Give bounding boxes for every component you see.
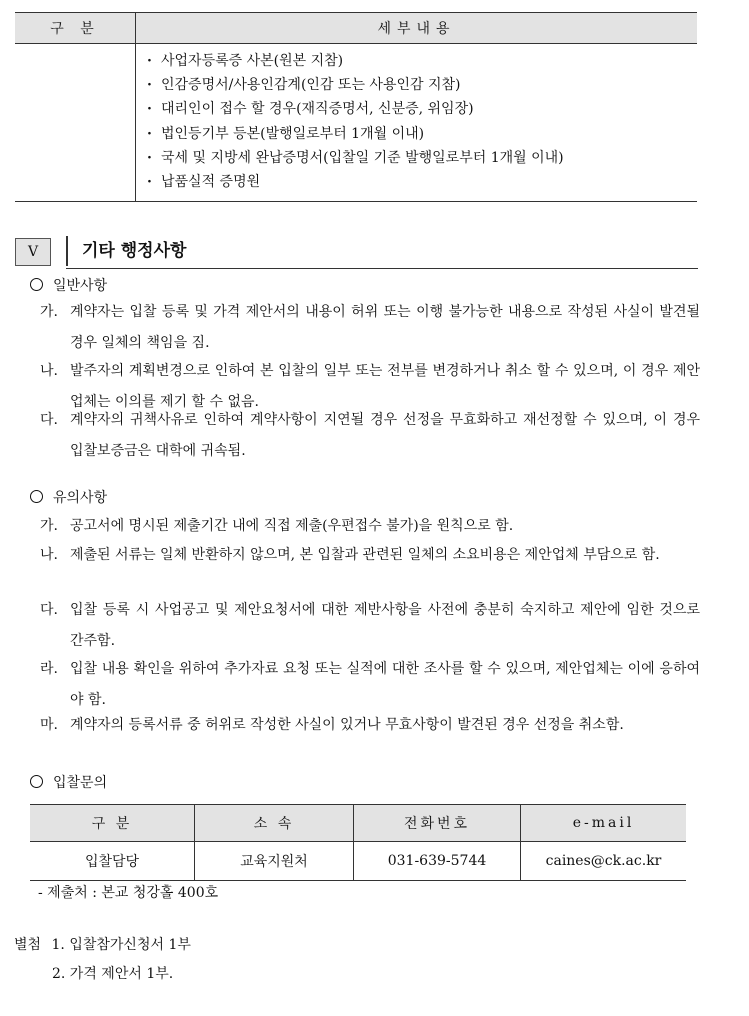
annex-item: 1. 입찰참가신청서 1부 bbox=[51, 937, 191, 953]
item-marker: 가. bbox=[40, 304, 58, 320]
email-cell: caines@ck.ac.kr bbox=[521, 842, 687, 881]
item-text: 발주자의 계획변경으로 인하여 본 입찰의 일부 또는 전부를 변경하거나 취소 할 수 있으며, 이 경우 제안업체는 이의를 제기 할 수 없음. bbox=[70, 363, 700, 410]
item-text: 입찰 내용 확인을 위하여 추가자료 요청 또는 실적에 대한 조사를 할 수 있으며, 제안업체는 이에 응하여야 함. bbox=[70, 661, 700, 708]
general-heading bbox=[30, 276, 107, 296]
section-number: V bbox=[15, 238, 51, 266]
annex-label: 별첨 bbox=[14, 937, 42, 953]
section-underline bbox=[66, 268, 698, 269]
table-cell: 교육지원처 bbox=[195, 842, 354, 881]
table-row bbox=[30, 842, 686, 881]
item-marker: 가. bbox=[40, 518, 58, 534]
table-cell: 031-639-5744 bbox=[354, 842, 521, 881]
caution-item bbox=[40, 654, 700, 716]
general-item bbox=[40, 297, 700, 359]
item-marker: 나. bbox=[40, 363, 58, 379]
col-header-details: 세부내용 bbox=[136, 13, 698, 44]
item-text: 공고서에 명시된 제출기간 내에 직접 제출(우편접수 불가)을 원칙으로 함. bbox=[70, 518, 514, 534]
list-item: · 국세 및 지방세 완납증명서(입찰일 기준 발행일로부터 1개월 이내) bbox=[147, 146, 696, 170]
item-text: 제출된 서류는 일체 반환하지 않으며, 본 입찰과 관련된 일체의 소요비용은 제안업체 부담으로 함. bbox=[70, 547, 660, 563]
caution-item bbox=[40, 595, 700, 657]
annex-line bbox=[14, 935, 191, 955]
table-cell: 입찰담당 bbox=[30, 842, 195, 881]
inquiry-heading-text: 입찰문의 bbox=[53, 775, 108, 791]
documents-table bbox=[15, 12, 697, 202]
col-header: 구 분 bbox=[30, 805, 195, 842]
section-title: 기타 행정사항 bbox=[82, 241, 187, 261]
col-header: e-mail bbox=[521, 805, 687, 842]
item-text: 계약자의 등록서류 중 허위로 작성한 사실이 있거나 무효사항이 발견된 경우 선정을 취소함. bbox=[70, 717, 624, 733]
col-header-category: 구 분 bbox=[15, 13, 136, 44]
list-item: · 법인등기부 등본(발행일로부터 1개월 이내) bbox=[147, 122, 696, 146]
submission-location: - 제출처 : 본교 청강홀 400호 bbox=[38, 885, 219, 901]
inquiry-heading bbox=[30, 773, 107, 793]
circle-bullet-icon bbox=[30, 775, 43, 788]
general-heading-text: 일반사항 bbox=[53, 278, 108, 294]
contact-table bbox=[30, 804, 686, 881]
item-marker: 라. bbox=[40, 661, 58, 677]
category-cell bbox=[15, 44, 136, 202]
item-text: 계약자의 귀책사유로 인하여 계약사항이 지연될 경우 선정을 무효화하고 재선정할 수 있으며, 이 경우 입찰보증금은 대학에 귀속됨. bbox=[70, 412, 700, 459]
section-divider bbox=[66, 236, 68, 266]
item-text: 계약자는 입찰 등록 및 가격 제안서의 내용이 허위 또는 이행 불가능한 내용으로 작성된 사실이 발견될 경우 일체의 책임을 짐. bbox=[70, 304, 700, 351]
caution-item bbox=[40, 540, 700, 571]
list-item: · 대리인이 접수 할 경우(재직증명서, 신분증, 위임장) bbox=[147, 97, 696, 121]
required-documents-list bbox=[137, 45, 696, 200]
annex-item: 2. 가격 제안서 1부. bbox=[52, 966, 174, 982]
caution-heading bbox=[30, 488, 107, 508]
col-header: 전화번호 bbox=[354, 805, 521, 842]
item-marker: 다. bbox=[40, 412, 58, 428]
caution-item bbox=[40, 710, 700, 741]
item-marker: 마. bbox=[40, 717, 58, 733]
item-text: 입찰 등록 시 사업공고 및 제안요청서에 대한 제반사항을 사전에 충분히 숙지하고 제안에 임한 것으로 간주함. bbox=[70, 602, 700, 649]
circle-bullet-icon bbox=[30, 278, 43, 291]
caution-item bbox=[40, 511, 700, 542]
general-item bbox=[40, 405, 700, 467]
list-item: · 인감증명서/사용인감계(인감 또는 사용인감 지참) bbox=[147, 73, 696, 97]
col-header: 소 속 bbox=[195, 805, 354, 842]
details-cell bbox=[136, 44, 698, 202]
caution-heading-text: 유의사항 bbox=[53, 490, 108, 506]
item-marker: 다. bbox=[40, 602, 58, 618]
circle-bullet-icon bbox=[30, 490, 43, 503]
item-marker: 나. bbox=[40, 547, 58, 563]
list-item: · 납품실적 증명원 bbox=[147, 170, 696, 194]
list-item: · 사업자등록증 사본(원본 지참) bbox=[147, 49, 696, 73]
